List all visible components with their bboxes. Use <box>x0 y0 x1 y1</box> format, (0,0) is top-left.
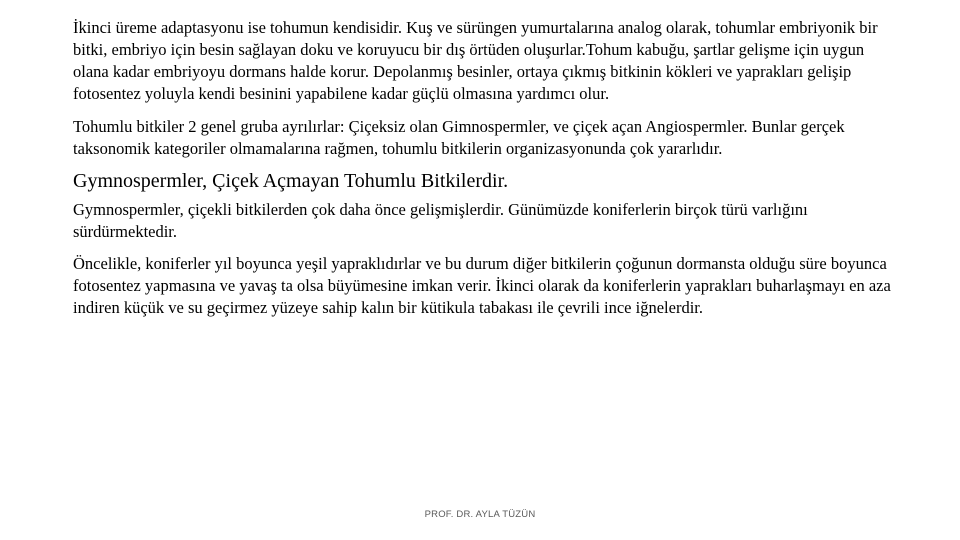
paragraph-seed-plant-groups: Tohumlu bitkiler 2 genel gruba ayrılırlar: Çiçeksiz olan Gimnospermler, ve çiçek açan Angiospermler. Bunlar gerçek taksonomik kategoriler olmamalarına rağmen, tohumlu bitkilerin organizasyonunda çok yararlıdır. <box>73 117 845 158</box>
section-heading: Gymnospermler, Çiçek Açmayan Tohumlu Bitkilerdir. <box>73 170 509 192</box>
paragraph-gymnosperm-history: Gymnospermler, çiçekli bitkilerden çok daha önce gelişmişlerdir. Günümüzde koniferlerin birçok türü varlığını sürdürmektedir. <box>73 200 808 241</box>
slide-body <box>73 17 903 319</box>
footer-author: PROF. DR. AYLA TÜZÜN <box>424 509 536 520</box>
paragraph-seed-adaptation: İkinci üreme adaptasyonu ise tohumun kendisidir. Kuş ve sürüngen yumurtalarına analog olarak, tohumlar embriyonik bir bitki, embriyo için besin sağlayan doku ve koruyucu bir dış örtüden oluşurlar.Tohum kabuğu, şartlar gelişme için uygun olana kadar embriyoyu dormans halde korur. Depolanmış besinler, ortaya çıkmış bitkinin kökleri ve yaprakları gelişip fotosentez yoluyla kendi besinini yapabilene kadar güçlü olmasına yardımcı olur. <box>73 18 878 103</box>
paragraph-conifer-traits: Öncelikle, koniferler yıl boyunca yeşil yapraklıdırlar ve bu durum diğer bitkilerin çoğunun dormansta olduğu süre boyunca fotosentez yapmasına ve yavaş ta olsa büyümesine imkan verir. İkinci olarak da koniferlerin yaprakları buharlaşmayı en aza indiren küçük ve su geçirmez yüzeye sahip kalın bir kütikula tabakası ile çevrili ince iğnelerdir. <box>73 254 891 317</box>
